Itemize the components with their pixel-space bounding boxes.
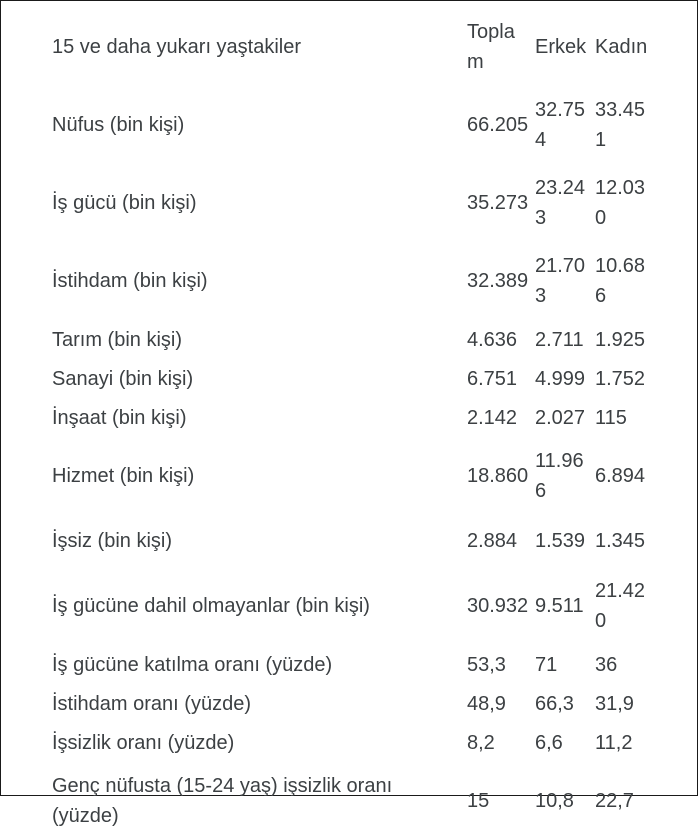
table-row xyxy=(44,242,652,320)
cell-male: 32.754 xyxy=(535,99,586,151)
cell-male: 10,8 xyxy=(535,790,574,812)
header-total: Toplam xyxy=(467,21,515,73)
row-label: İstihdam (bin kişi) xyxy=(52,270,208,292)
cell-female: 10.686 xyxy=(595,255,646,307)
table-row xyxy=(44,515,652,567)
cell-female: 33.451 xyxy=(595,99,646,151)
cell-total: 8,2 xyxy=(467,731,495,754)
table-row xyxy=(44,437,652,515)
row-label: Tarım (bin kişi) xyxy=(52,328,183,351)
labour-statistics-table xyxy=(44,8,652,840)
row-label: Nüfus (bin kişi) xyxy=(52,114,185,136)
cell-male: 1.539 xyxy=(535,530,586,552)
row-label: İstihdam oranı (yüzde) xyxy=(52,692,251,715)
cell-total: 35.273 xyxy=(467,192,529,214)
table-row xyxy=(44,762,652,840)
cell-female: 21.420 xyxy=(595,580,646,632)
cell-male: 2.711 xyxy=(535,328,584,351)
table-row xyxy=(44,164,652,242)
cell-total: 4.636 xyxy=(467,328,518,351)
cell-male: 66,3 xyxy=(535,692,574,715)
cell-male: 71 xyxy=(535,653,558,676)
row-label: İş gücüne dahil olmayanlar (bin kişi) xyxy=(52,595,370,617)
header-male: Erkek xyxy=(535,36,587,58)
table-row xyxy=(44,723,652,762)
cell-total: 2.142 xyxy=(467,406,518,429)
header-category: 15 ve daha yukarı yaştakiler xyxy=(52,36,302,58)
cell-male: 2.027 xyxy=(535,406,586,429)
cell-female: 115 xyxy=(595,406,627,429)
cell-total: 48,9 xyxy=(467,692,506,715)
cell-female: 1.752 xyxy=(595,367,646,390)
cell-total: 6.751 xyxy=(467,367,518,390)
cell-total: 2.884 xyxy=(467,530,518,552)
table-row xyxy=(44,359,652,398)
row-label: Genç nüfusta (15-24 yaş) işsizlik oranı (yüzde) xyxy=(52,775,393,827)
row-label: Hizmet (bin kişi) xyxy=(52,465,195,487)
row-label: İş gücüne katılma oranı (yüzde) xyxy=(52,653,333,676)
cell-female: 36 xyxy=(595,653,618,676)
cell-female: 1.345 xyxy=(595,530,646,552)
cell-total: 32.389 xyxy=(467,270,529,292)
cell-female: 12.030 xyxy=(595,177,646,229)
row-label: İşsizlik oranı (yüzde) xyxy=(52,731,235,754)
header-female: Kadın xyxy=(595,36,648,58)
cell-total: 15 xyxy=(467,790,490,812)
cell-female: 11,2 xyxy=(595,731,633,754)
cell-total: 18.860 xyxy=(467,465,529,487)
cell-female: 31,9 xyxy=(595,692,634,715)
cell-male: 6,6 xyxy=(535,731,563,754)
cell-male: 9.511 xyxy=(535,595,584,617)
row-label: İnşaat (bin kişi) xyxy=(52,406,187,429)
table-header-row xyxy=(44,8,652,86)
row-label: İş gücü (bin kişi) xyxy=(52,192,197,214)
table-row xyxy=(44,645,652,684)
cell-total: 30.932 xyxy=(467,595,529,617)
cell-male: 21.703 xyxy=(535,255,586,307)
cell-male: 11.966 xyxy=(535,450,584,502)
cell-total: 66.205 xyxy=(467,114,529,136)
table-row xyxy=(44,398,652,437)
cell-female: 22,7 xyxy=(595,790,634,812)
cell-total: 53,3 xyxy=(467,653,506,676)
cell-male: 23.243 xyxy=(535,177,586,229)
table-row xyxy=(44,86,652,164)
row-label: İşsiz (bin kişi) xyxy=(52,530,173,552)
row-label: Sanayi (bin kişi) xyxy=(52,367,194,390)
table-row xyxy=(44,684,652,723)
cell-female: 6.894 xyxy=(595,465,646,487)
cell-male: 4.999 xyxy=(535,367,586,390)
table-row xyxy=(44,567,652,645)
cell-female: 1.925 xyxy=(595,328,646,351)
table-row xyxy=(44,320,652,359)
